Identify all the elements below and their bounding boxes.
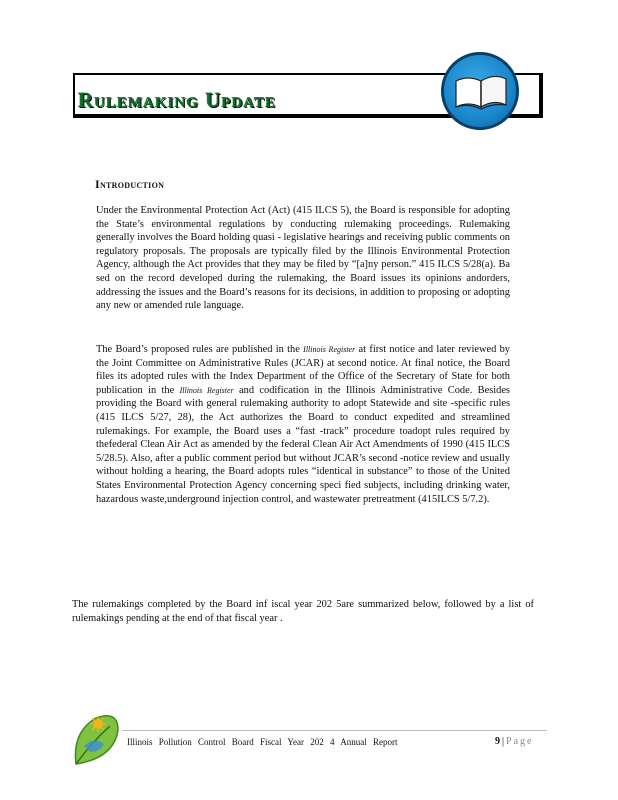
intro-paragraph: Under the Environmental Protection Act (Act) (415 ILCS 5), the Board is responsible for adopting the State’s environmental regulations by conducting rulemaking proceedings. Rulemaking generally involves the Board holding quasi - legislative hearings and receiving public comments on regulatory proposals. The proposals are typically filed by the Illinois Environmental Protection Agency, although the Act provides that they may be filed by “[a]ny person.” 415 ILCS 5/28(a). Ba sed on the record developed during the rulemaking, the Board issues its opinions andorders, addressing the issues and the Board’s reasons for its decisions, in addition to proposing or adopting any new or amended rule language. <box>96 205 510 312</box>
footer-divider <box>122 730 547 731</box>
footer-report-title: Illinois Pollution Control Board Fiscal Year 202 4 Annual Report <box>127 737 398 747</box>
page-label: Page <box>506 736 534 747</box>
publication-text-3: and codification in the Illinois Administrative Code. Besides providing the Board with general rulemaking authority to adopt Statewide and site -specific rules (415 ILCS 5/27, 28), the Act authorizes the Board to conduct expedited and streamlined rulemakings. For example, the Board uses a “fast -track” procedure toadopt rules required by thefederal Clean Air Act as amended by the federal Clean Air Act Amendments of 1990 (415 ILCS 5/28.5). Also, after a public comment period but without JCAR’s second -notice review and usually without holding a hearing, the Board adopts rules “identical in substance” to those of the United States Environmental Protection Agency concerning speci fied subjects, including drinking water, hazardous waste,underground injection control, and wastewater pretreatment (415ILCS 5/7.2). <box>96 384 510 505</box>
leaf-logo-icon <box>70 712 122 773</box>
page-number-value: 9 <box>495 736 500 747</box>
publication-text-1: The Board’s proposed rules are published in the <box>96 344 300 355</box>
publication-paragraph <box>96 343 510 506</box>
page-separator: | <box>502 736 505 747</box>
page-title: Rulemaking Update <box>78 88 277 112</box>
publication-text-2: at first notice and later reviewed by the Joint Committee on Administrative Rules (JCAR) at second notice. At final notice, the Board files its adopted rules with the Index Department of the Office of the Secretary of State for both publication in the <box>96 344 510 396</box>
register-citation-2: Illinois Register <box>179 385 234 395</box>
register-citation-1: Illinois Register <box>303 345 356 354</box>
summary-paragraph: The rulemakings completed by the Board inf iscal year 202 5are summarized below, followed by a list of rulemakings pending at the end of that fiscal year . <box>72 599 534 624</box>
page-number <box>495 736 533 747</box>
open-book-icon <box>441 52 519 130</box>
section-heading: Introduction <box>95 177 165 191</box>
